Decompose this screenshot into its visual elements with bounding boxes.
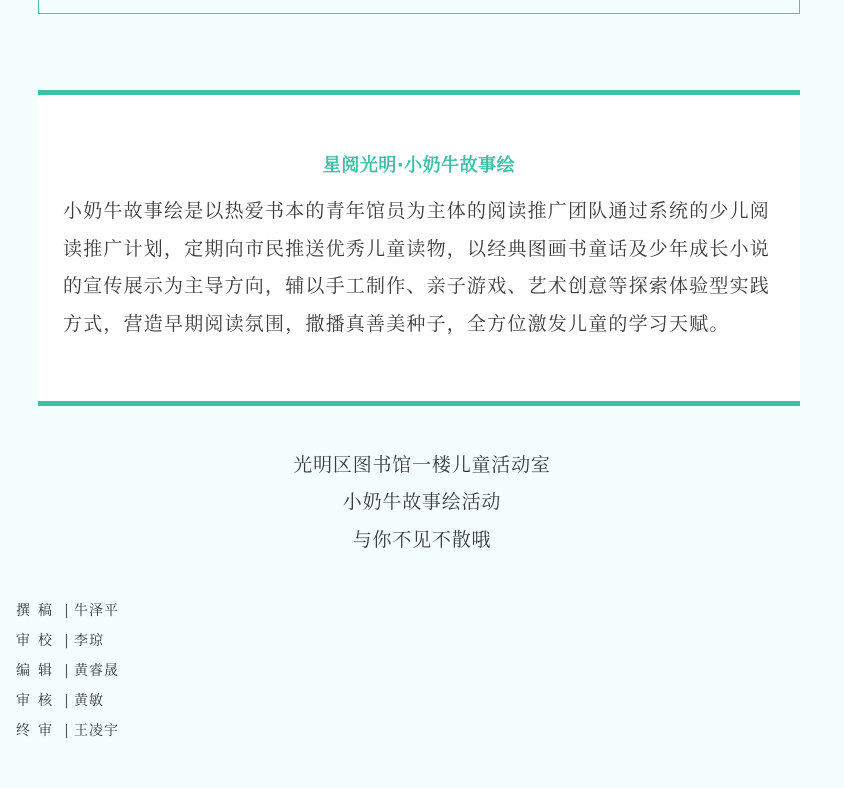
intro-card	[38, 90, 800, 406]
credit-row	[16, 630, 104, 650]
tagline-activity: 小奶牛故事绘活动	[342, 491, 502, 513]
credit-separator: |	[64, 633, 70, 649]
credit-separator: |	[64, 663, 70, 679]
card-body-text: 小奶牛故事绘是以热爱书本的青年馆员为主体的阅读推广团队通过系统的少儿阅读推广计划，定期向市民推送优秀儿童读物，以经典图画书童话及少年成长小说的宣传展示为主导方向，辅以手工制作、亲子游戏、艺术创意等探索体验型实践方式，营造早期阅读氛围，撒播真善美种子，全方位激发儿童的学习天赋。	[63, 200, 771, 335]
credit-separator: |	[64, 693, 70, 709]
credit-row	[16, 660, 119, 680]
card-title: 星阅光明·小奶牛故事绘	[322, 155, 516, 176]
credit-separator: |	[64, 603, 70, 619]
credit-separator: |	[64, 723, 70, 739]
credit-role: 审核	[16, 693, 60, 709]
credit-role: 撰稿	[16, 603, 60, 619]
credit-row	[16, 600, 119, 620]
previous-section-box	[38, 0, 800, 14]
credit-name: 牛泽平	[74, 603, 119, 619]
credit-role: 审校	[16, 633, 60, 649]
credit-name: 李琼	[74, 633, 104, 649]
credit-name: 黄敏	[74, 693, 104, 709]
credit-name: 王凌宇	[74, 723, 119, 739]
credit-row	[16, 720, 119, 740]
tagline-location: 光明区图书馆一楼儿童活动室	[293, 454, 551, 476]
credit-role: 编辑	[16, 663, 60, 679]
credit-name: 黄睿晟	[74, 663, 119, 679]
credit-role: 终审	[16, 723, 60, 739]
tagline-invite: 与你不见不散哦	[352, 529, 492, 551]
credit-row	[16, 690, 104, 710]
